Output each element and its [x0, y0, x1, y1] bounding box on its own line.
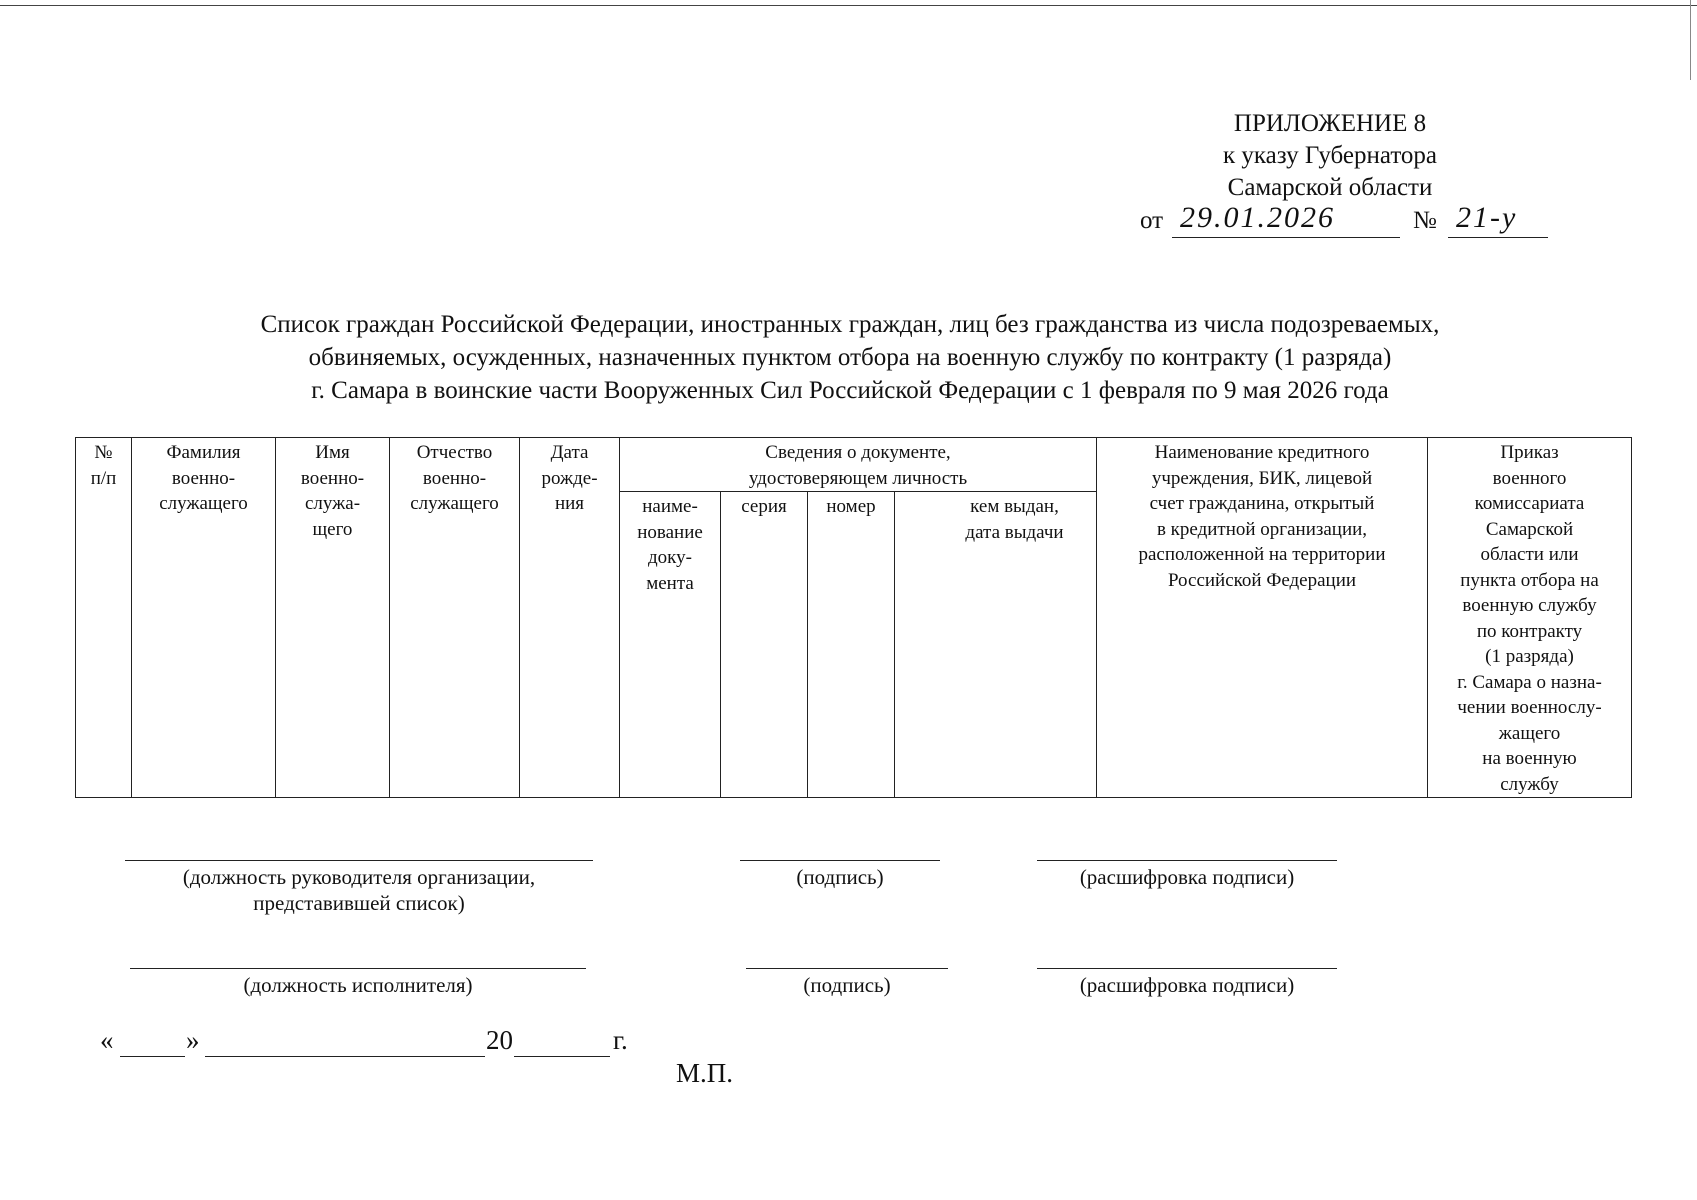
decree-number: 21-у — [1456, 201, 1518, 234]
right-border-line — [1690, 0, 1691, 80]
signature-caption-2: (подпись) — [803, 973, 891, 997]
header-birth-date: Дата рожде- ния — [520, 438, 620, 798]
date-line — [100, 1025, 660, 1059]
number-label: № — [1413, 207, 1437, 234]
signature-line-2 — [746, 968, 948, 969]
decoding-line-2 — [1037, 968, 1337, 969]
appendix-header — [1150, 108, 1510, 204]
appendix-line-3: Самарской области — [1227, 174, 1433, 201]
header-document-number: номер — [808, 492, 895, 798]
document-title — [140, 308, 1560, 407]
appendix-title: ПРИЛОЖЕНИЕ 8 — [1233, 110, 1427, 137]
title-line-1: Список граждан Российской Федерации, иностранных граждан, лиц без гражданства из числа подозреваемых, — [260, 311, 1440, 338]
title-line-3: г. Самара в воинские части Вооруженных Сил Российской Федерации с 1 февраля по 9 мая 2026 года — [311, 377, 1389, 404]
decoding-caption-1: (расшифровка подписи) — [1079, 865, 1295, 889]
decree-date: 29.01.2026 — [1180, 201, 1335, 234]
header-document-name: наиме- нование доку- мента — [620, 492, 721, 798]
decoding-caption-2: (расшифровка подписи) — [1079, 973, 1295, 997]
header-identity-document: Сведения о документе, удостоверяющем личность — [620, 438, 1097, 492]
from-label: от — [1140, 207, 1164, 234]
top-border-line — [0, 5, 1697, 6]
signature-caption-1: (подпись) — [796, 865, 884, 889]
year-blank — [514, 1056, 610, 1057]
date-open-quote: « — [100, 1025, 114, 1055]
header-surname: Фамилия военно- служащего — [132, 438, 276, 798]
header-name: Имя военно- служа- щего — [276, 438, 390, 798]
position-line-2 — [130, 968, 586, 969]
header-appointment-order: Приказ военного комиссариата Самарской области или пункта отбора на военную службу по контракту (1 разряда) г. Самара о назна- чении военнослу- жащего на военную службу — [1428, 438, 1632, 798]
day-blank — [120, 1056, 185, 1057]
header-bank-details: Наименование кредитного учреждения, БИК, лицевой счет гражданина, открытый в кредитной организации, расположенной на территории Российской Федерации — [1097, 438, 1428, 798]
number-underline — [1448, 237, 1548, 238]
date-close-quote: » — [186, 1025, 200, 1055]
header-document-series: серия — [721, 492, 808, 798]
month-blank — [205, 1056, 485, 1057]
signature-line-1 — [740, 860, 940, 861]
header-document-issued: кем выдан, дата выдачи — [895, 492, 1097, 798]
decoding-line-1 — [1037, 860, 1337, 861]
date-century: 20 — [486, 1025, 513, 1055]
appendix-line-2: к указу Губернатора — [1222, 142, 1438, 169]
position-caption-2: (должность исполнителя) — [243, 973, 473, 997]
header-number: № п/п — [76, 438, 132, 798]
date-underline — [1172, 237, 1400, 238]
title-line-2: обвиняемых, осужденных, назначенных пунктом отбора на военную службу по контракту (1 разряда) — [308, 344, 1392, 371]
position-line-1 — [125, 860, 593, 861]
decree-reference — [1138, 201, 1558, 239]
position-caption-1: (должность руководителя организации, представившей список) — [182, 865, 536, 915]
header-patronymic: Отчество военно- служащего — [390, 438, 520, 798]
citizens-list-table — [75, 437, 1632, 798]
date-year-suffix: г. — [613, 1025, 628, 1055]
stamp-place: М.П. — [676, 1058, 734, 1088]
